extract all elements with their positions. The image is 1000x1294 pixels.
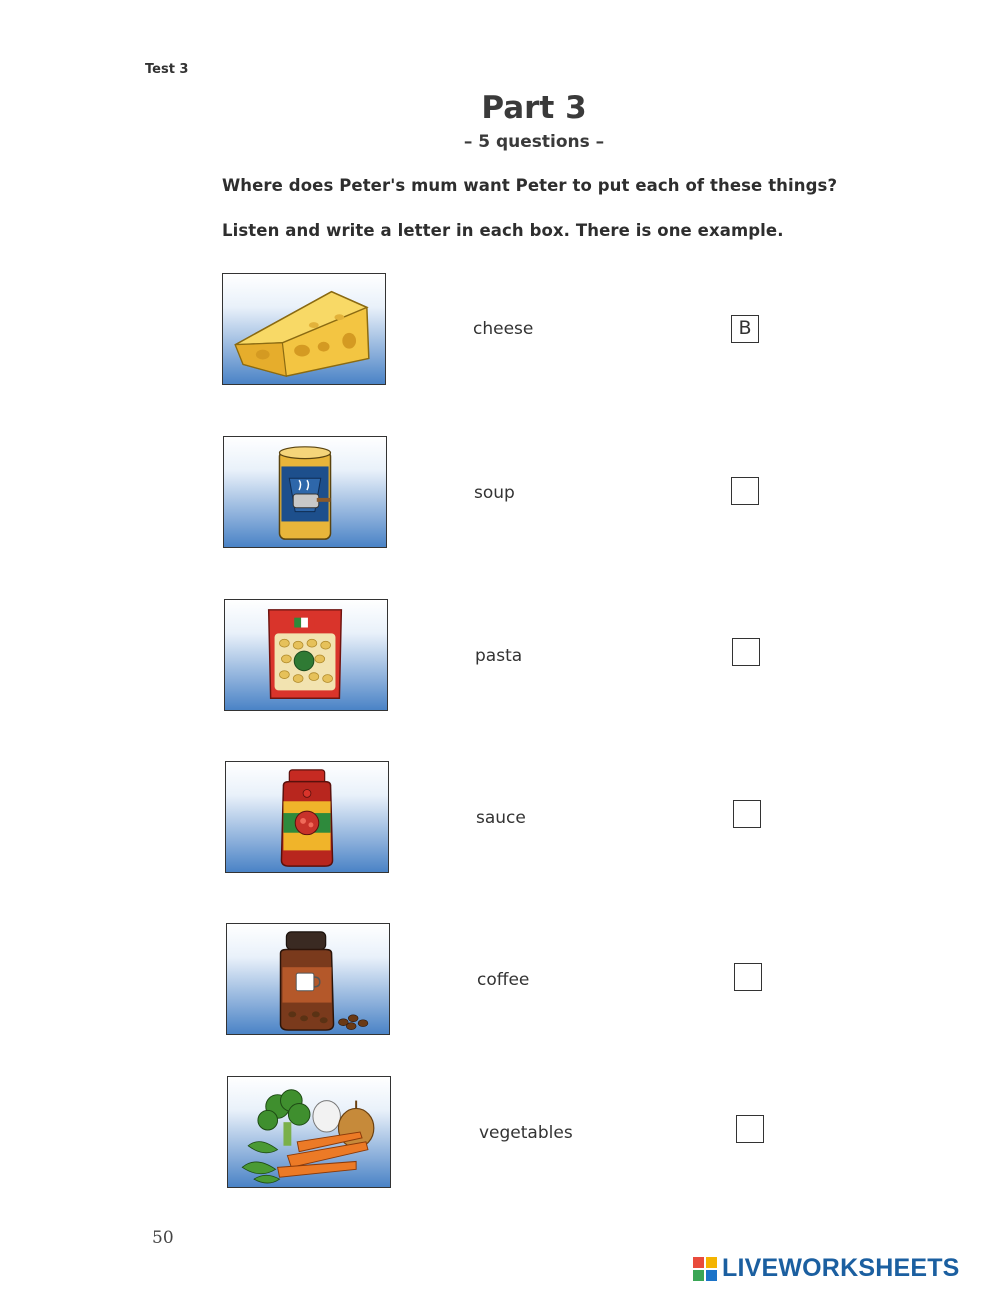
pasta-bag-icon xyxy=(225,600,387,710)
item-word: sauce xyxy=(476,808,526,828)
cheese-icon xyxy=(223,274,385,384)
list-item xyxy=(0,436,1000,550)
page-number: 50 xyxy=(152,1228,174,1248)
brand-name: LIVEWORKSHEETS xyxy=(722,1254,960,1282)
list-item xyxy=(0,1076,1000,1190)
answer-box[interactable]: B xyxy=(731,315,759,343)
answer-box[interactable] xyxy=(736,1115,764,1143)
brand-footer[interactable] xyxy=(692,1254,960,1283)
list-item xyxy=(0,923,1000,1037)
coffee-jar-icon xyxy=(227,924,389,1034)
part-title: Part 3 xyxy=(481,90,587,126)
instruction-task: Listen and write a letter in each box. There is one example. xyxy=(222,221,784,240)
list-item xyxy=(0,273,1000,387)
instruction-question: Where does Peter's mum want Peter to put each of these things? xyxy=(222,176,838,195)
sauce-jar-icon xyxy=(226,762,388,872)
item-word: cheese xyxy=(473,319,534,339)
list-item xyxy=(0,761,1000,875)
liveworksheets-logo-icon xyxy=(692,1256,718,1282)
answer-box[interactable] xyxy=(734,963,762,991)
item-word: coffee xyxy=(477,970,530,990)
soup-picture xyxy=(223,436,387,548)
cheese-picture xyxy=(222,273,386,385)
list-item xyxy=(0,599,1000,713)
vegetables-picture xyxy=(227,1076,391,1188)
answer-box[interactable] xyxy=(732,638,760,666)
coffee-picture xyxy=(226,923,390,1035)
item-word: soup xyxy=(474,483,515,503)
answer-box[interactable] xyxy=(731,477,759,505)
sauce-picture xyxy=(225,761,389,873)
pasta-picture xyxy=(224,599,388,711)
soup-can-icon xyxy=(224,437,386,547)
answer-box[interactable] xyxy=(733,800,761,828)
vegetables-icon xyxy=(228,1077,390,1187)
item-word: vegetables xyxy=(479,1123,573,1143)
test-label: Test 3 xyxy=(145,62,189,77)
item-word: pasta xyxy=(475,646,523,666)
part-subtitle: – 5 questions – xyxy=(463,132,605,152)
